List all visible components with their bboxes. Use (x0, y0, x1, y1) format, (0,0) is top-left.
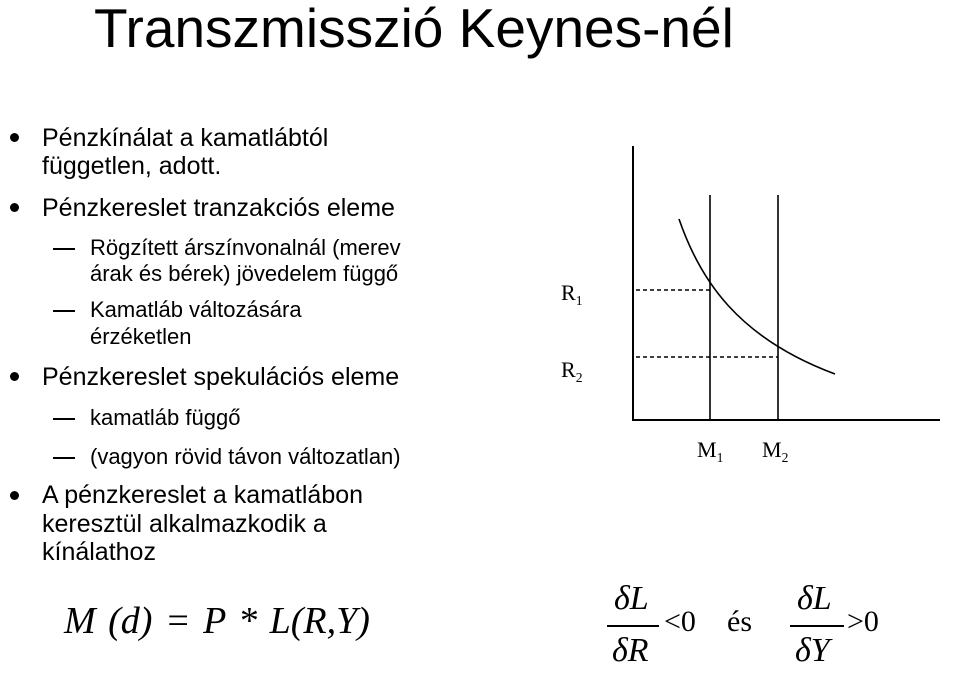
deriv-2-relation: >0 (847, 605, 879, 638)
sub-bullet-2-1-dash (53, 248, 75, 250)
m1-label (697, 437, 723, 463)
bullet-4-text-line-1: A pénzkereslet a kamatlábon (42, 481, 364, 509)
deriv-1-relation: <0 (664, 605, 696, 638)
sub-bullet-2-1-line-2: árak és bérek) jövedelem függő (90, 261, 399, 286)
bullet-1-text-line-1: Pénzkínálat a kamatlábtól (42, 124, 329, 152)
bullet-3-text: Pénzkereslet spekulációs eleme (42, 363, 400, 391)
sub-bullet-3-2-text: (vagyon rövid távon változatlan) (90, 444, 401, 469)
m2-label (762, 437, 788, 463)
page-title: Transzmisszió Keynes-nél (94, 0, 734, 59)
deriv-2-denominator: δY (795, 632, 830, 669)
bullet-2-text: Pénzkereslet tranzakciós eleme (42, 194, 395, 222)
r2-letter: R (561, 357, 576, 382)
deriv-1-fraction-bar (607, 625, 659, 627)
m1-subscript: 1 (716, 449, 724, 465)
sub-bullet-3-2-dash (53, 457, 75, 459)
money-demand-formula: M (d) = P * L(R,Y) (64, 600, 370, 642)
bullet-4-text-line-3: kínálathoz (42, 538, 156, 566)
deriv-2-fraction-bar (790, 625, 844, 627)
conjunction-and: és (727, 605, 752, 638)
bullet-3-marker (10, 372, 19, 381)
deriv-2-numerator: δL (797, 580, 832, 617)
m2-subscript: 2 (781, 449, 789, 465)
deriv-1-numerator: δL (614, 580, 649, 617)
r1-letter: R (561, 280, 576, 305)
sub-bullet-2-1-line-1: Rögzített árszínvonalnál (merev (90, 235, 401, 260)
sub-bullet-3-1-dash (53, 418, 75, 420)
sub-bullet-2-2-line-1: Kamatláb változására (90, 297, 302, 322)
sub-bullet-3-1-text: kamatláb függő (90, 405, 241, 430)
m1-letter: M (697, 437, 717, 462)
deriv-1-denominator: δR (612, 632, 649, 669)
bullet-1-marker (10, 133, 19, 142)
sub-bullet-2-2-line-2: érzéketlen (90, 324, 192, 349)
money-demand-curve (679, 219, 835, 374)
r1-subscript: 1 (575, 292, 583, 308)
r2-subscript: 2 (575, 369, 583, 385)
bullet-4-marker (10, 491, 19, 500)
bullet-2-marker (10, 203, 19, 212)
r1-label (561, 280, 583, 306)
r2-label (561, 357, 583, 383)
bullet-1-text-line-2: független, adott. (42, 152, 222, 180)
bullet-4-text-line-2: keresztül alkalmazkodik a (42, 510, 327, 538)
sub-bullet-2-2-dash (53, 310, 75, 312)
m2-letter: M (762, 437, 782, 462)
